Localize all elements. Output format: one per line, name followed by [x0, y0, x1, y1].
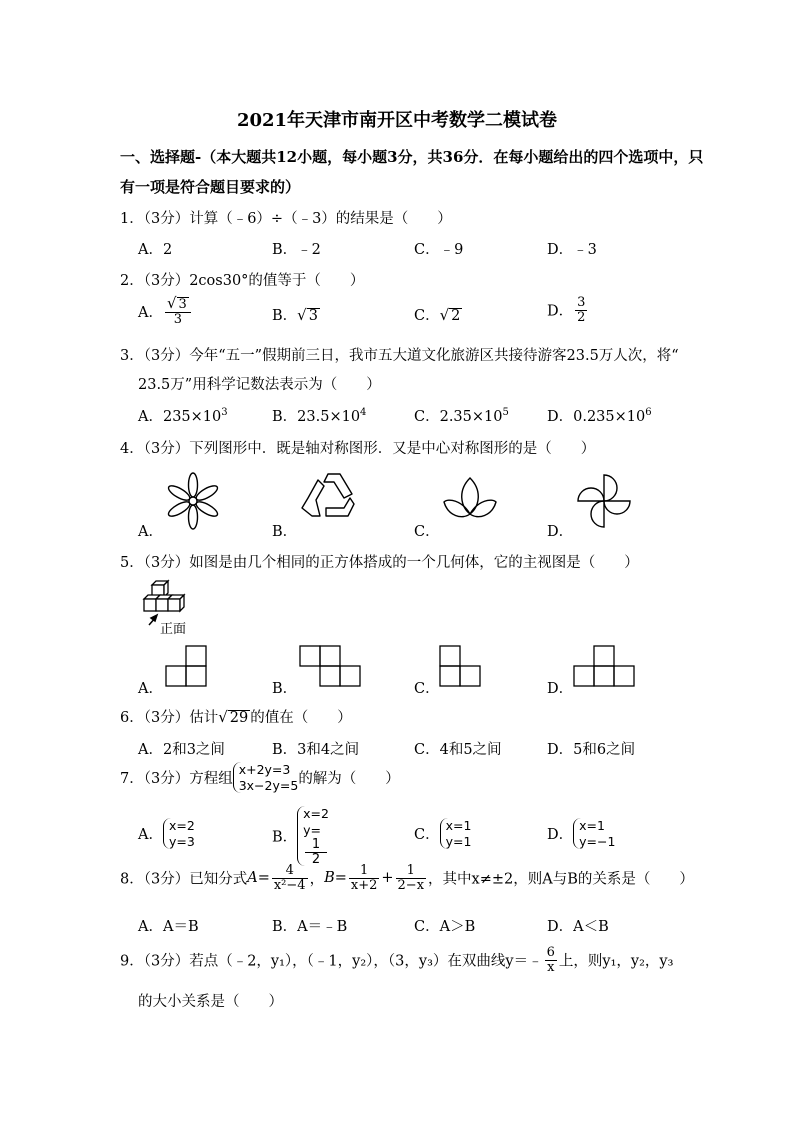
question-1-stem: 1．（3分）计算（﹣6）÷（﹣3）的结果是（ ）	[120, 211, 452, 227]
q7-option-b: B． x=2 y= 1 2	[272, 806, 329, 867]
question-2-stem: 2．（3分）2cos30°的值等于（ ）	[120, 273, 365, 289]
lotus-figure-c	[440, 472, 500, 532]
q4-option-d: D．	[547, 524, 574, 540]
question-4-stem: 4．（3分）下列图形中．既是轴对称图形．又是中心对称图形的是（ ）	[120, 441, 596, 457]
front-view-a	[164, 644, 210, 688]
q5-option-b: B．	[272, 681, 298, 697]
q6-option-c: C．4和5之间	[414, 742, 502, 758]
q1-option-c: C．﹣9	[414, 242, 464, 258]
page-title: 2021年天津市南开区中考数学二模试卷	[236, 110, 558, 131]
q8-option-b: B．A＝﹣B	[272, 919, 348, 935]
question-5-stem: 5．（3分）如图是由几个相同的正方体搭成的一个几何体，它的主视图是（ ）	[120, 555, 639, 571]
q3-option-a: A．$235\times 10^3$	[138, 407, 228, 425]
front-view-c	[438, 644, 484, 688]
q4-option-c: C．	[414, 524, 440, 540]
recycle-figure-b	[296, 470, 360, 532]
q5-option-d: D．	[547, 681, 574, 697]
q4-option-a: A．	[138, 524, 163, 540]
q4-option-b: B．	[272, 524, 298, 540]
section-heading-line1: 一、选择题-（本大题共12小题，每小题3分，共36分．在每小题给出的四个选项中，只	[120, 148, 704, 166]
q8-option-c: C．A＞B	[414, 919, 476, 935]
front-view-b	[298, 644, 364, 688]
question-9-stem-line2: 的大小关系是（ ）	[138, 994, 283, 1010]
flower-figure-a	[160, 470, 226, 532]
q3-option-c: C．$2.35\times 10^5$	[414, 407, 509, 425]
question-3-stem-line2: 23.5万”用科学记数法表示为（ ）	[138, 377, 381, 393]
q5-option-c: C．	[414, 681, 440, 697]
front-label: 正面	[160, 622, 187, 637]
q1-option-b: B．﹣2	[272, 242, 321, 258]
question-6-stem: 6．（3分）估计√ 29 的值在（ ）	[120, 708, 352, 726]
q2-option-b: B．√ 3	[272, 306, 318, 324]
question-9-stem: 9．（3分）若点（﹣2，y₁），（﹣1，y₂），（3，y₃）在双曲线y＝﹣ $\frac{6}{x}$ 上，则y₁，y₂，y₃	[120, 945, 674, 975]
q6-option-d: D．5和6之间	[547, 742, 636, 758]
question-7-stem: 7．（3分）方程组 x+2y=3 3x−2y=5 的解为（ ）	[120, 762, 400, 793]
q1-option-d: D．﹣3	[547, 242, 597, 258]
q7-option-a: A． x=2 y=3	[138, 818, 195, 849]
front-view-d	[572, 644, 638, 688]
q8-option-d: D．A＜B	[547, 919, 609, 935]
q8-option-a: A．A＝B	[138, 919, 199, 935]
q2-option-d: D． $\frac{3}{2}$	[547, 295, 586, 325]
q1-option-a: A．2	[138, 242, 173, 258]
section-heading-line2: 有一项是符合题目要求的）	[120, 178, 301, 196]
q3-option-b: B．$23.5\times 10^4$	[272, 407, 367, 425]
q6-option-a: A．2和3之间	[138, 742, 225, 758]
q3-option-d: D．$0.235\times 10^6$	[547, 407, 652, 425]
question-8-stem: 8．（3分）已知分式A= $\frac{4}{\text{x²−4}}$ ，B= $\frac{1}{x+2}$ + $\frac{1}{2-x}$ ，其中x≠±2，则A与B的关系是（ ）	[120, 863, 694, 893]
q5-option-a: A．	[138, 681, 163, 697]
q2-option-c: C．√ 2	[414, 306, 461, 324]
q2-option-a: A． $\frac{√ 3}{3}$	[138, 296, 193, 327]
question-3-stem-line1: 3．（3分）今年“五一”假期前三日，我市五大道文化旅游区共接待游客23.5万人次，将“	[120, 348, 679, 364]
pinwheel-figure-d	[572, 470, 636, 532]
q7-option-c: C． x=1 y=1	[414, 818, 472, 849]
q6-option-b: B．3和4之间	[272, 742, 360, 758]
q7-option-d: D． x=1 y=−1	[547, 818, 616, 849]
